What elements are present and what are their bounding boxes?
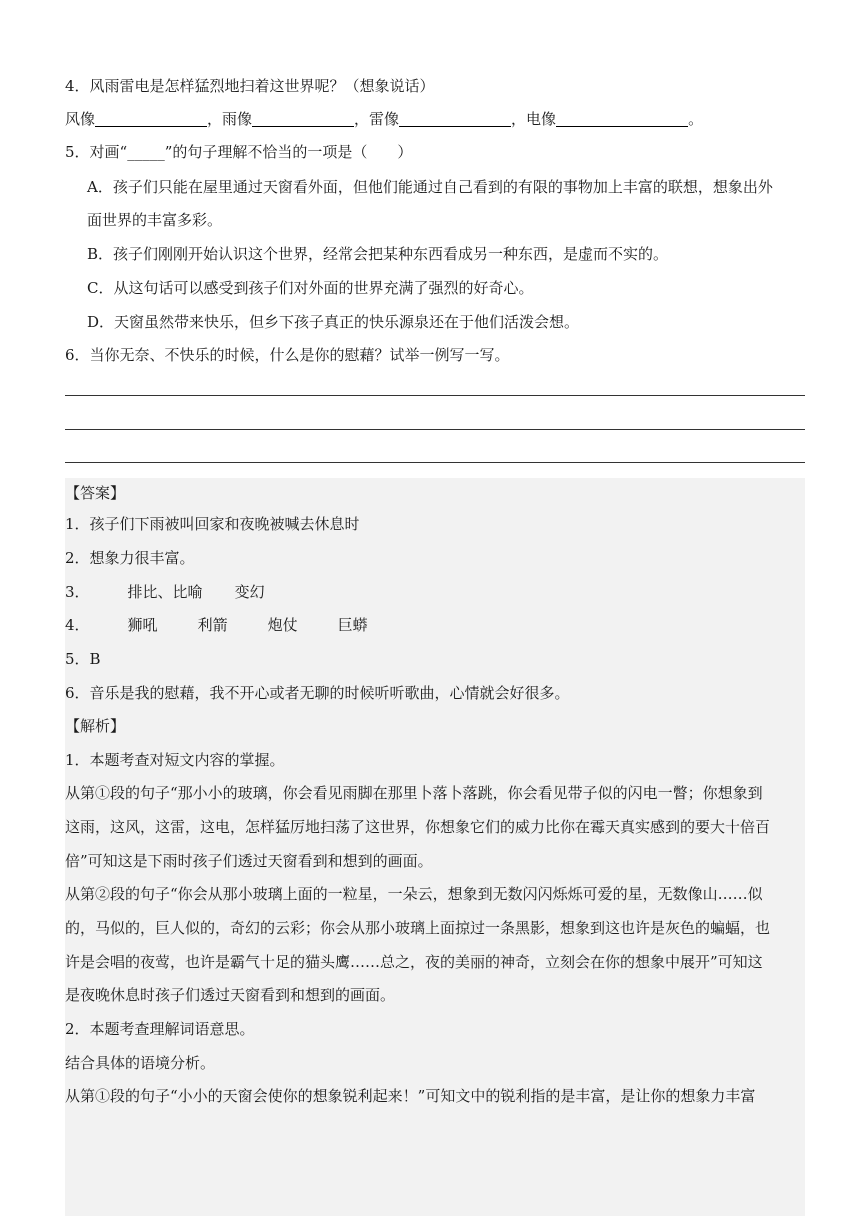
q5-option-c: C．从这句话可以感受到孩子们对外面的世界充满了强烈的好奇心。 — [87, 279, 534, 297]
question-5-title — [65, 141, 412, 163]
answer-line-1[interactable] — [65, 395, 805, 396]
answer-4 — [65, 614, 368, 636]
analysis-para-2-line-2: 这雨，这风，这雷，这电，怎样猛厉地扫荡了这世界，你想象它们的威力比你在霉天真实感到的要大十倍百 — [65, 818, 771, 836]
analysis-para-5: 结合具体的语境分析。 — [65, 1054, 216, 1072]
answer-4-part-3: 炮仗 — [267, 616, 298, 634]
question-6-title: 6．当你无奈、不快乐的时候，什么是你的慰藉？试举一例写一写。 — [65, 346, 510, 364]
q4-feng-label: 风像 — [65, 110, 96, 128]
analysis-para-1: 1．本题考查对短文内容的掌握。 — [65, 751, 285, 769]
answer-line-3[interactable] — [65, 462, 805, 463]
analysis-heading: 【解析】 — [65, 717, 126, 735]
analysis-para-4: 2．本题考查理解词语意思。 — [65, 1020, 255, 1038]
question-4-blanks — [65, 108, 703, 130]
q5-title-prefix: 5．对画“ — [65, 143, 128, 161]
analysis-para-3-line-3: 许是会唱的夜莺，也许是霸气十足的猫头鹰……总之，夜的美丽的神奇，立刻会在你的想象中展开”可知这 — [65, 953, 763, 971]
answer-2: 2．想象力很丰富。 — [65, 549, 195, 567]
analysis-para-6: 从第①段的句子“小小的天窗会使你的想象锐利起来！”可知文中的锐利指的是丰富，是让你的想象力丰富 — [65, 1087, 756, 1105]
q4-yu-blank[interactable] — [252, 110, 354, 127]
answer-line-2[interactable] — [65, 429, 805, 430]
answer-3 — [65, 581, 265, 603]
answer-heading: 【答案】 — [65, 484, 126, 502]
answer-3-part-1: 排比、比喻 — [127, 583, 203, 601]
analysis-para-3-line-4: 是夜晚休息时孩子们透过天窗看到和想到的画面。 — [65, 986, 396, 1004]
answer-4-part-1: 狮吼 — [127, 616, 158, 634]
q4-dian-label: ，电像 — [511, 110, 557, 128]
analysis-para-2-line-3: 倍”可知这是下雨时孩子们透过天窗看到和想到的画面。 — [65, 852, 433, 870]
q4-lei-blank[interactable] — [399, 110, 511, 127]
q5-title-suffix: ”的句子理解不恰当的一项是（ ） — [164, 143, 413, 161]
answer-4-number: 4． — [65, 616, 90, 634]
q4-lei-label: ，雷像 — [354, 110, 400, 128]
q4-yu-label: ，雨像 — [207, 110, 253, 128]
analysis-para-3-line-1: 从第②段的句子“你会从那小玻璃上面的一粒星，一朵云，想象到无数闪闪烁烁可爱的星，无数像山……似 — [65, 885, 763, 903]
q5-option-d: D．天窗虽然带来快乐，但乡下孩子真正的快乐源泉还在于他们活泼会想。 — [87, 313, 580, 331]
answer-6: 6．音乐是我的慰藉，我不开心或者无聊的时候听听歌曲，心情就会好很多。 — [65, 684, 570, 702]
question-4-title: 4．风雨雷电是怎样猛烈地扫着这世界呢？（想象说话） — [65, 77, 435, 95]
q4-end-mark: 。 — [688, 110, 704, 128]
q5-title-blank: _____ — [127, 143, 165, 161]
q5-option-b: B．孩子们刚刚开始认识这个世界，经常会把某种东西看成另一种东西，是虚而不实的。 — [87, 245, 669, 263]
answer-3-number: 3． — [65, 583, 90, 601]
q4-feng-blank[interactable] — [95, 110, 207, 127]
analysis-para-3-line-2: 的，马似的，巨人似的，奇幻的云彩；你会从那小玻璃上面掠过一条黑影，想象到这也许是灰色的蝙蝠，也 — [65, 919, 771, 937]
answer-3-part-2: 变幻 — [234, 583, 265, 601]
answer-4-part-4: 巨蟒 — [337, 616, 368, 634]
q5-option-a-line1: A．孩子们只能在屋里通过天窗看外面，但他们能通过自己看到的有限的事物加上丰富的联想，想象出外 — [87, 178, 773, 196]
answer-4-part-2: 利箭 — [197, 616, 228, 634]
answer-1: 1．孩子们下雨被叫回家和夜晚被喊去休息时 — [65, 515, 360, 533]
answer-5: 5．B — [65, 650, 101, 668]
q5-option-a-line2: 面世界的丰富多彩。 — [87, 211, 223, 229]
q4-dian-blank[interactable] — [556, 110, 688, 127]
analysis-para-2-line-1: 从第①段的句子“那小小的玻璃，你会看见雨脚在那里卜落卜落跳，你会看见带子似的闪电一瞥；你想象到 — [65, 784, 763, 802]
